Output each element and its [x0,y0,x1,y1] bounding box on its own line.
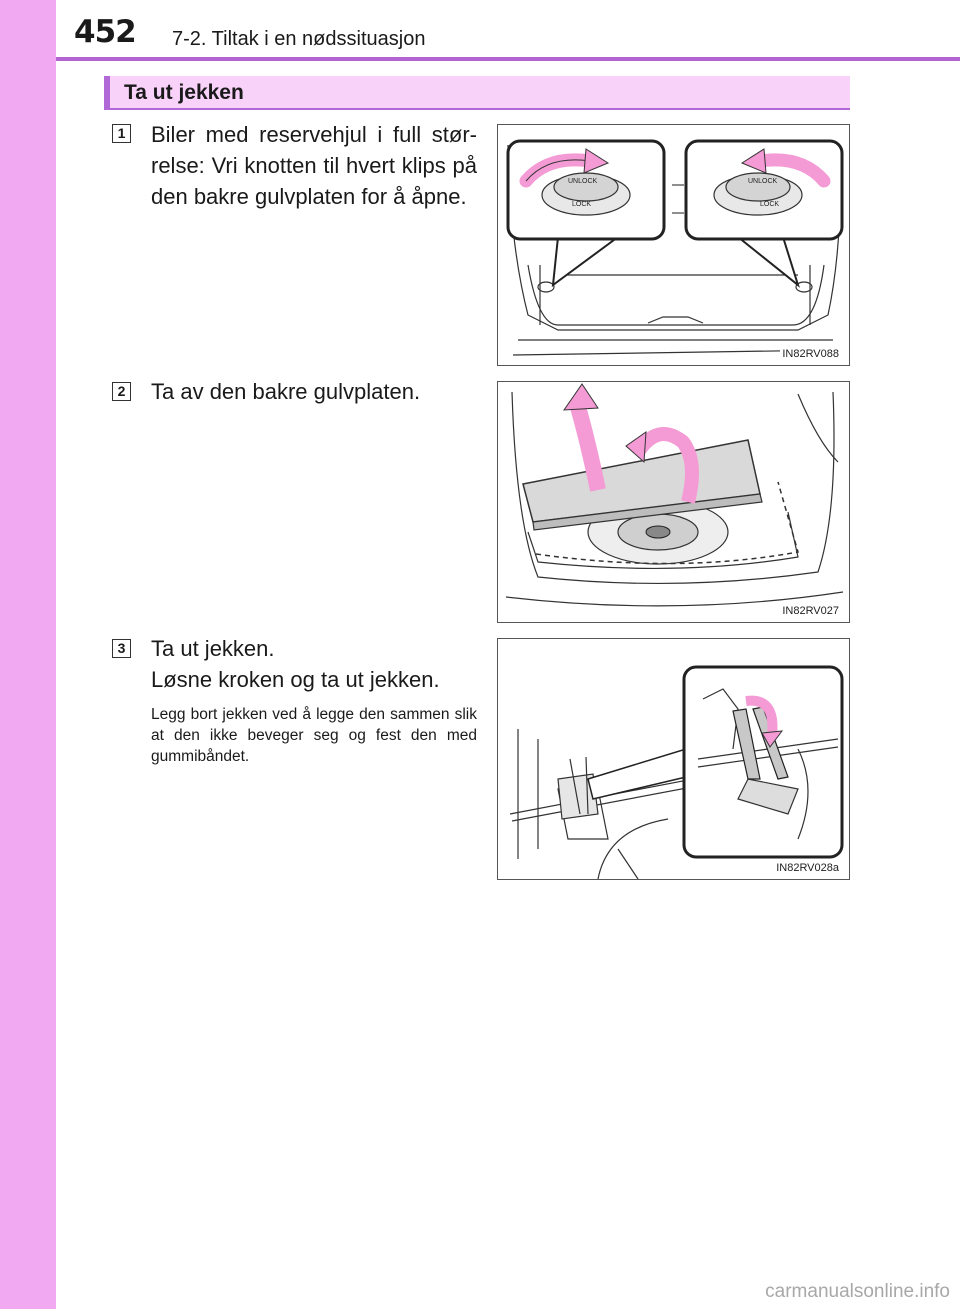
side-color-band [0,0,56,1309]
lock-label-right: LOCK [760,201,780,208]
lock-label: LOCK [572,201,592,208]
figure-remove-floor [497,381,850,623]
figure-code-3: IN82RV028a [776,862,839,874]
section-title: Ta ut jekken [104,76,850,110]
step-3-note: Legg bort jekken ved å legge den sammen slik at den ikke beveger seg og fest den med gummibåndet. [151,706,477,765]
unlock-label: UNLOCK [568,178,598,185]
step-2-text: Ta av den bakre gulvplaten. [151,379,421,404]
floor-clips-illustration [498,125,850,366]
figure-code-1: IN82RV088 [782,348,839,360]
watermark: carmanualsonline.info [765,1281,950,1302]
figure-floor-clips [497,124,850,366]
figure-jack [497,638,850,880]
step-3-subtext: Løsne kroken og ta ut jekken. [151,667,440,692]
header-divider [56,57,960,61]
step-number-2: 2 [112,382,131,401]
figure-code-2: IN82RV027 [782,605,839,617]
jack-callout [588,667,842,857]
left-clip-callout [508,141,664,285]
step-number-1: 1 [112,124,131,143]
right-clip-callout [686,141,842,285]
chapter-title: 7-2. Tiltak i en nødssituasjon [172,28,426,50]
remove-floor-illustration [498,382,850,623]
step-number-3: 3 [112,639,131,658]
step-3-text: Ta ut jekken. [151,636,275,661]
step-1-text: Biler med reservehjul i full stør-relse: Vri knotten til hvert klips på den bakre gulvplaten for å åpne. [151,122,477,209]
unlock-label-right: UNLOCK [748,178,778,185]
jack-illustration [498,639,850,880]
page-number: 452 [74,14,136,50]
